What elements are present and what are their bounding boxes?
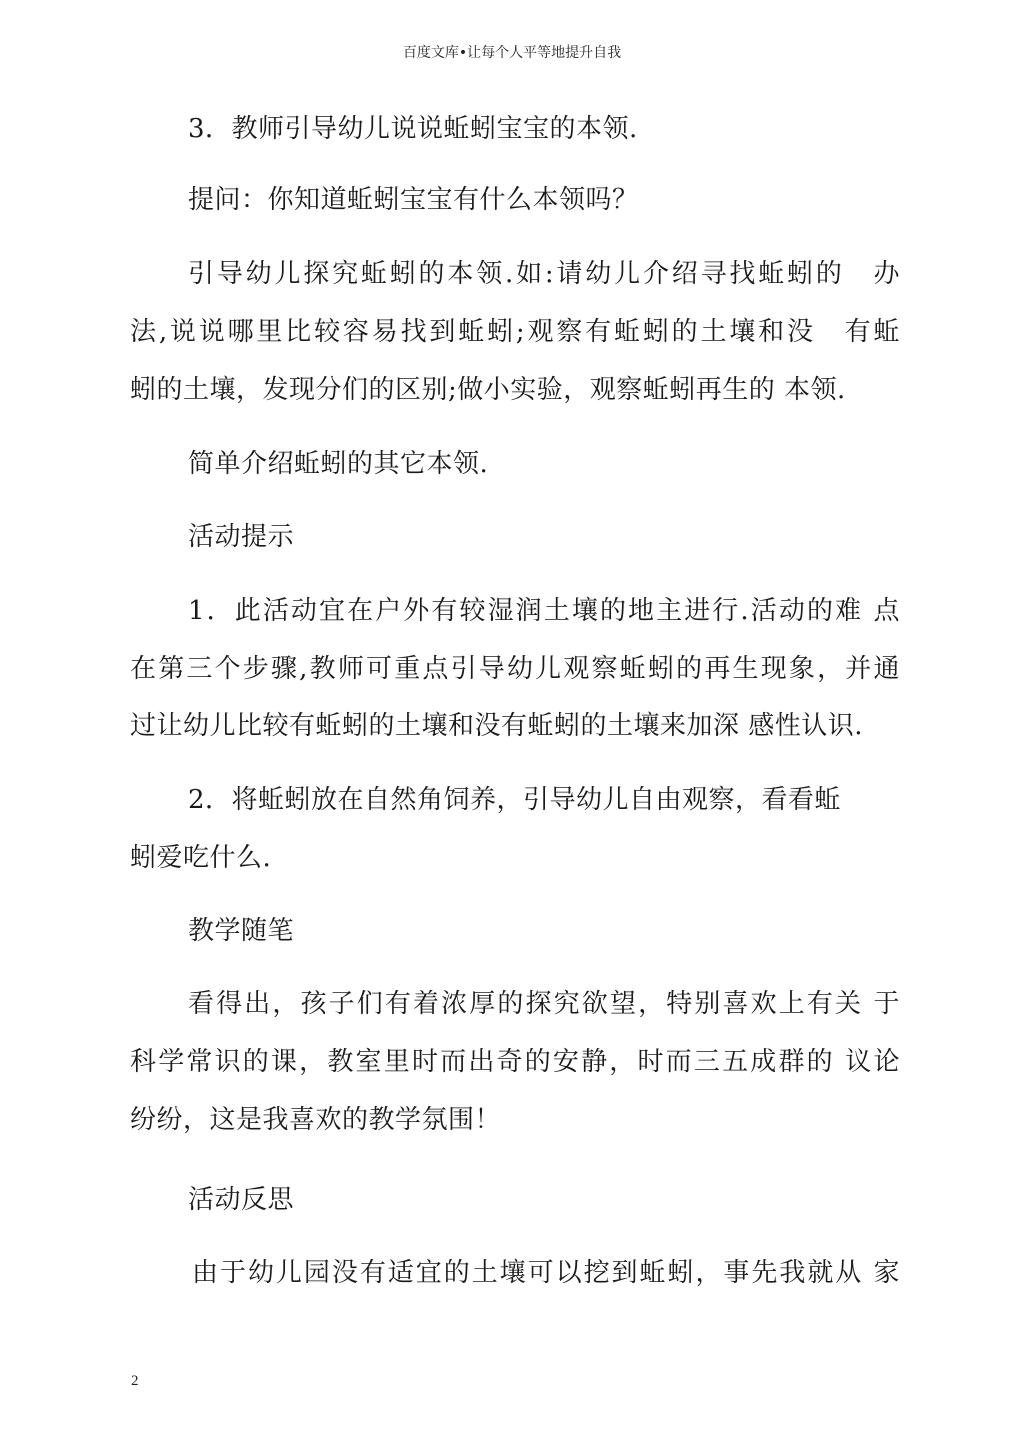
text-line: 过让幼儿比较有蚯蚓的土壤和没有蚯蚓的土壤来加深 感性认识. [130, 711, 864, 741]
text-line: 看得出，孩子们有着浓厚的探究欲望，特别喜欢上有关 于 [188, 989, 900, 1019]
text-line: 引导幼儿探究蚯蚓的本领.如:请幼儿介绍寻找蚯蚓的 办 [188, 259, 900, 289]
section-heading: 活动提示 [188, 522, 295, 552]
text-line: 蚓爱吃什么. [130, 843, 272, 873]
text-line: 3．教师引导幼儿说说蚯蚓宝宝的本领. [188, 114, 638, 144]
text-line: 1．此活动宜在户外有较湿润土壤的地主进行.活动的难 点 [188, 596, 900, 626]
text-line: 科学常识的课，教室里时而出奇的安静，时而三五成群的 议论 [130, 1047, 900, 1077]
text-line: 在第三个步骤,教师可重点引导幼儿观察蚯蚓的再生现象，并通 [130, 654, 900, 684]
text-line: 纷纷，这是我喜欢的教学氛围！ [130, 1105, 502, 1135]
text-line: 蚓的土壤，发现分们的区别;做小实验，观察蚯蚓再生的 本领. [130, 375, 846, 405]
text-line: 提问：你知道蚯蚓宝宝有什么本领吗？ [188, 185, 639, 215]
text-line: 2．将蚯蚓放在自然角饲养，引导幼儿自由观察，看看蚯 [188, 785, 842, 815]
text-line: 简单介绍蚯蚓的其它本领. [188, 449, 489, 479]
section-heading: 教学随笔 [188, 916, 295, 946]
section-heading: 活动反思 [188, 1185, 295, 1215]
text-line: 由于幼儿园没有适宜的土壤可以挖到蚯蚓，事先我就从 家 [192, 1258, 900, 1288]
text-line: 法,说说哪里比较容易找到蚯蚓;观察有蚯蚓的土壤和没 有蚯 [130, 317, 900, 347]
page-header: 百度文库•让每个人平等地提升自我 [402, 45, 622, 61]
page-number: 2 [131, 1373, 139, 1389]
